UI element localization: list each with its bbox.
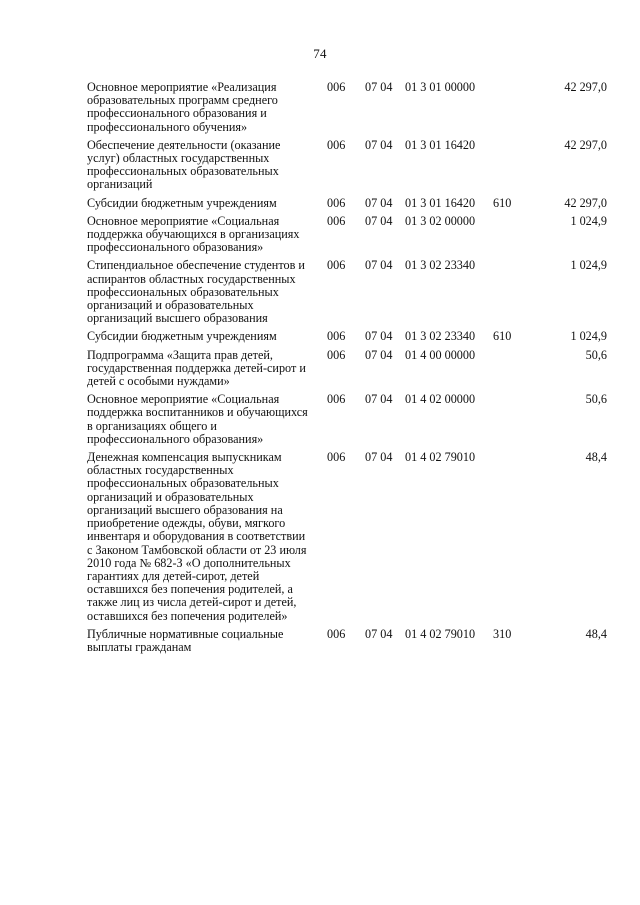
row-name: Основное мероприятие «Социальная поддержка воспитанников и обучающихся в организациях общего и профессионального образования» [87,392,308,446]
target-article-code: 01 4 02 79010 [405,450,476,465]
row-name: Субсидии бюджетным учреждениям [87,329,277,344]
table-row [87,451,607,623]
table-row [87,197,607,210]
target-article-code: 01 3 02 00000 [405,213,476,228]
row-name: Основное мероприятие «Реализация образовательных программ среднего профессионального образования и профессионального обучения» [87,80,278,134]
section-code: 07 04 [365,258,393,273]
section-code: 07 04 [365,213,393,228]
section-code: 07 04 [365,347,393,362]
section-code: 07 04 [365,137,393,152]
ministry-code: 006 [327,137,346,152]
amount: 50,6 [585,392,607,407]
table-row [87,628,607,654]
ministry-code: 006 [327,450,346,465]
ministry-code: 006 [327,80,346,94]
section-code: 07 04 [365,626,393,641]
table-row [87,215,607,255]
ministry-code: 006 [327,258,346,273]
ministry-code: 006 [327,213,346,228]
section-code: 07 04 [365,80,393,94]
expense-type-code: 310 [493,626,512,641]
target-article-code: 01 4 02 00000 [405,392,476,407]
target-article-code: 01 4 00 00000 [405,347,476,362]
row-name: Обеспечение деятельности (оказание услуг) областных государственных профессиональных образовательных организаций [87,137,281,192]
amount: 1 024,9 [570,258,607,273]
row-name: Подпрограмма «Защита прав детей, государственная поддержка детей-сирот и детей с особыми нуждами» [87,347,306,389]
row-name: Публичные нормативные социальные выплаты гражданам [87,626,284,654]
amount: 50,6 [585,347,607,362]
section-code: 07 04 [365,450,393,465]
ministry-code: 006 [327,392,346,407]
target-article-code: 01 3 02 23340 [405,329,476,344]
amount: 1 024,9 [570,213,607,228]
table-row [87,81,607,134]
row-name: Стипендиальное обеспечение студентов и аспирантов областных государственных профессиональных образовательных организаций и образовательных организаций высшего образования [87,258,305,326]
amount: 42 297,0 [564,195,607,210]
table-row [87,393,607,446]
amount: 42 297,0 [564,80,607,94]
target-article-code: 01 3 01 16420 [405,137,476,152]
table-row [87,139,607,192]
ministry-code: 006 [327,195,346,210]
target-article-code: 01 3 02 23340 [405,258,476,273]
target-article-code: 01 3 01 16420 [405,195,476,210]
expense-type-code: 610 [493,329,512,344]
section-code: 07 04 [365,392,393,407]
budget-table [87,81,607,659]
amount: 48,4 [585,626,607,641]
section-code: 07 04 [365,329,393,344]
table-row [87,330,607,343]
expense-type-code: 610 [493,195,512,210]
table-row [87,259,607,325]
amount: 1 024,9 [570,329,607,344]
row-name: Основное мероприятие «Социальная поддержка обучающихся в организациях профессионального образования» [87,213,300,255]
target-article-code: 01 3 01 00000 [405,80,476,94]
amount: 42 297,0 [564,137,607,152]
table-row [87,349,607,389]
row-name: Субсидии бюджетным учреждениям [87,195,277,210]
section-code: 07 04 [365,195,393,210]
page-number: 74 [313,46,327,61]
ministry-code: 006 [327,347,346,362]
amount: 48,4 [585,450,607,465]
ministry-code: 006 [327,626,346,641]
ministry-code: 006 [327,329,346,344]
row-name: Денежная компенсация выпускникам областных государственных профессиональных образовательных организаций и образовательных организаций высшего образования на приобретение одежды, обуви, мягкого инвентаря и оборудования в соответствии с Законом Тамбовской области от 23 июля 2010 года № 682-З «О дополнительных гарантиях для детей-сирот, детей оставшихся без попечения родителей, а также лиц из числа детей-сирот и детей, оставшихся без попечения родителей» [87,450,307,623]
target-article-code: 01 4 02 79010 [405,626,476,641]
